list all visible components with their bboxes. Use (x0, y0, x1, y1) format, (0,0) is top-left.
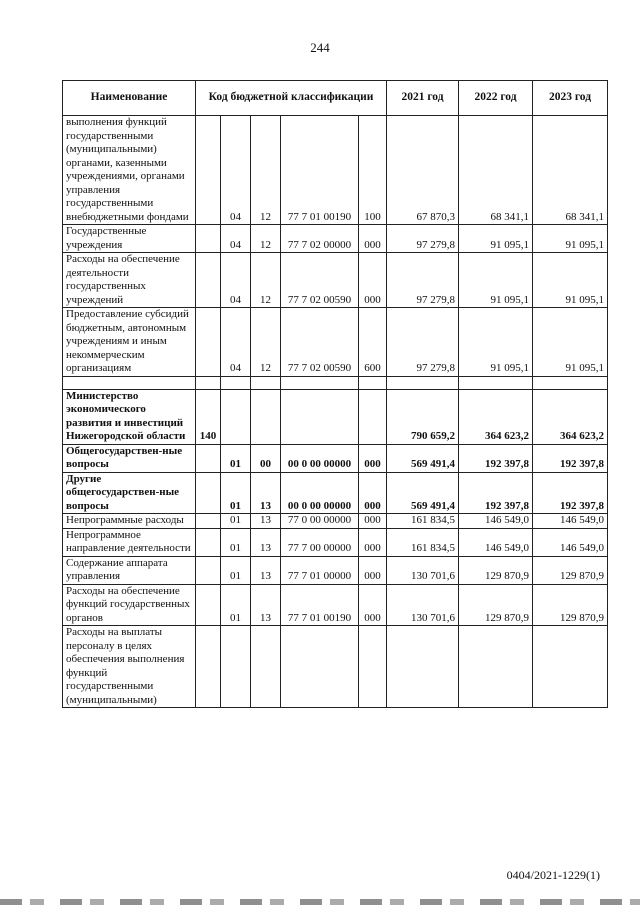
table-row (63, 626, 608, 708)
row-target-article: 00 0 00 00000 (281, 472, 359, 514)
row-subsection: 12 (251, 225, 281, 253)
table-row (63, 308, 608, 377)
table-row (63, 556, 608, 584)
row-section: 01 (221, 584, 251, 626)
row-subsection (251, 626, 281, 708)
row-target-article: 00 0 00 00000 (281, 444, 359, 472)
header-name: Наименование (63, 81, 196, 116)
row-value-2021: 97 279,8 (387, 253, 459, 308)
row-section: 04 (221, 253, 251, 308)
table-row (63, 253, 608, 308)
table-row (63, 389, 608, 444)
row-subsection: 13 (251, 472, 281, 514)
row-subsection: 12 (251, 116, 281, 225)
row-value-2021: 790 659,2 (387, 389, 459, 444)
row-expense-type: 000 (359, 253, 387, 308)
row-expense-type: 000 (359, 528, 387, 556)
row-value-2023: 91 095,1 (533, 253, 608, 308)
row-section: 01 (221, 514, 251, 529)
row-value-2021: 161 834,5 (387, 514, 459, 529)
row-ved: 140 (196, 389, 221, 444)
table-row (63, 514, 608, 529)
row-name: Общегосударствен-ные вопросы (63, 444, 196, 472)
row-value-2023: 364 623,2 (533, 389, 608, 444)
row-value-2023: 129 870,9 (533, 556, 608, 584)
row-name (63, 376, 196, 389)
row-value-2022: 91 095,1 (459, 225, 533, 253)
row-value-2021: 569 491,4 (387, 444, 459, 472)
row-value-2021: 97 279,8 (387, 308, 459, 377)
row-value-2022: 192 397,8 (459, 472, 533, 514)
row-name: Предоставление субсидий бюджетным, автономным учреждениям и иным некоммерческим организациям (63, 308, 196, 377)
row-value-2021: 97 279,8 (387, 225, 459, 253)
row-value-2023: 146 549,0 (533, 514, 608, 529)
row-value-2021: 569 491,4 (387, 472, 459, 514)
row-name: Другие общегосударствен-ные вопросы (63, 472, 196, 514)
row-ved (196, 472, 221, 514)
header-2022: 2022 год (459, 81, 533, 116)
row-subsection (251, 389, 281, 444)
row-section (221, 626, 251, 708)
row-ved (196, 584, 221, 626)
row-value-2023: 129 870,9 (533, 584, 608, 626)
row-value-2021: 67 870,3 (387, 116, 459, 225)
row-target-article: 77 7 02 00590 (281, 308, 359, 377)
row-expense-type: 000 (359, 556, 387, 584)
row-value-2021 (387, 376, 459, 389)
row-section (221, 376, 251, 389)
row-value-2022: 146 549,0 (459, 528, 533, 556)
row-value-2023: 91 095,1 (533, 225, 608, 253)
row-expense-type: 100 (359, 116, 387, 225)
row-name: Расходы на обеспечение функций государственных органов (63, 584, 196, 626)
row-value-2022: 129 870,9 (459, 556, 533, 584)
row-value-2021: 130 701,6 (387, 556, 459, 584)
row-value-2022 (459, 376, 533, 389)
row-name: Содержание аппарата управления (63, 556, 196, 584)
row-target-article: 77 7 01 00190 (281, 116, 359, 225)
row-expense-type: 000 (359, 472, 387, 514)
row-name: Расходы на обеспечение деятельности государственных учреждений (63, 253, 196, 308)
row-value-2022: 91 095,1 (459, 253, 533, 308)
row-subsection: 13 (251, 514, 281, 529)
row-target-article: 77 7 00 00000 (281, 528, 359, 556)
row-name: Государственные учреждения (63, 225, 196, 253)
row-value-2023: 192 397,8 (533, 472, 608, 514)
row-section: 04 (221, 308, 251, 377)
row-target-article (281, 376, 359, 389)
table-row (63, 584, 608, 626)
row-value-2021 (387, 626, 459, 708)
row-target-article: 77 0 00 00000 (281, 514, 359, 529)
table-row (63, 116, 608, 225)
row-subsection: 13 (251, 584, 281, 626)
row-name: Расходы на выплаты персоналу в целях обеспечения выполнения функций государственными (муниципальными) (63, 626, 196, 708)
row-ved (196, 626, 221, 708)
scan-edge-artifact (0, 899, 640, 905)
row-target-article (281, 626, 359, 708)
row-ved (196, 225, 221, 253)
row-expense-type (359, 376, 387, 389)
spacer-row (63, 376, 608, 389)
row-value-2021: 130 701,6 (387, 584, 459, 626)
row-value-2022: 146 549,0 (459, 514, 533, 529)
row-subsection: 12 (251, 308, 281, 377)
table-header-row (63, 81, 608, 116)
row-value-2021: 161 834,5 (387, 528, 459, 556)
row-expense-type: 000 (359, 514, 387, 529)
row-ved (196, 253, 221, 308)
row-target-article: 77 7 02 00000 (281, 225, 359, 253)
row-ved (196, 376, 221, 389)
row-name: Непрограммное направление деятельности (63, 528, 196, 556)
row-expense-type: 000 (359, 225, 387, 253)
row-name: Непрограммные расходы (63, 514, 196, 529)
table-row (63, 528, 608, 556)
row-ved (196, 514, 221, 529)
header-2021: 2021 год (387, 81, 459, 116)
row-ved (196, 528, 221, 556)
table-row (63, 225, 608, 253)
row-value-2023: 192 397,8 (533, 444, 608, 472)
header-2023: 2023 год (533, 81, 608, 116)
row-section: 01 (221, 472, 251, 514)
table-row (63, 472, 608, 514)
row-value-2023: 68 341,1 (533, 116, 608, 225)
row-expense-type: 000 (359, 584, 387, 626)
row-subsection: 12 (251, 253, 281, 308)
row-value-2023: 91 095,1 (533, 308, 608, 377)
row-ved (196, 444, 221, 472)
row-subsection: 13 (251, 556, 281, 584)
row-value-2023 (533, 626, 608, 708)
row-section: 04 (221, 225, 251, 253)
row-value-2022: 129 870,9 (459, 584, 533, 626)
row-value-2023 (533, 376, 608, 389)
row-subsection: 00 (251, 444, 281, 472)
header-budget-code: Код бюджетной классификации (196, 81, 387, 116)
row-expense-type (359, 626, 387, 708)
table-row (63, 444, 608, 472)
row-value-2023: 146 549,0 (533, 528, 608, 556)
row-name: Министерство экономического развития и инвестиций Нижегородской области (63, 389, 196, 444)
row-section (221, 389, 251, 444)
row-section: 01 (221, 444, 251, 472)
row-value-2022 (459, 626, 533, 708)
row-value-2022: 91 095,1 (459, 308, 533, 377)
row-target-article: 77 7 01 00190 (281, 584, 359, 626)
table-body (63, 116, 608, 708)
row-subsection: 13 (251, 528, 281, 556)
row-target-article: 77 7 02 00590 (281, 253, 359, 308)
row-target-article: 77 7 01 00000 (281, 556, 359, 584)
budget-table (62, 80, 608, 708)
row-value-2022: 364 623,2 (459, 389, 533, 444)
row-ved (196, 308, 221, 377)
row-subsection (251, 376, 281, 389)
row-section: 01 (221, 556, 251, 584)
row-ved (196, 116, 221, 225)
row-ved (196, 556, 221, 584)
document-code: 0404/2021-1229(1) (506, 868, 600, 882)
row-value-2022: 68 341,1 (459, 116, 533, 225)
row-expense-type: 600 (359, 308, 387, 377)
row-expense-type: 000 (359, 444, 387, 472)
row-target-article (281, 389, 359, 444)
row-expense-type (359, 389, 387, 444)
row-value-2022: 192 397,8 (459, 444, 533, 472)
row-name: выполнения функций государственными (муниципальными) органами, казенными учреждениями, органами управления государственными внебюджетными фондами (63, 116, 196, 225)
row-section: 04 (221, 116, 251, 225)
row-section: 01 (221, 528, 251, 556)
page-number: 244 (310, 40, 330, 55)
